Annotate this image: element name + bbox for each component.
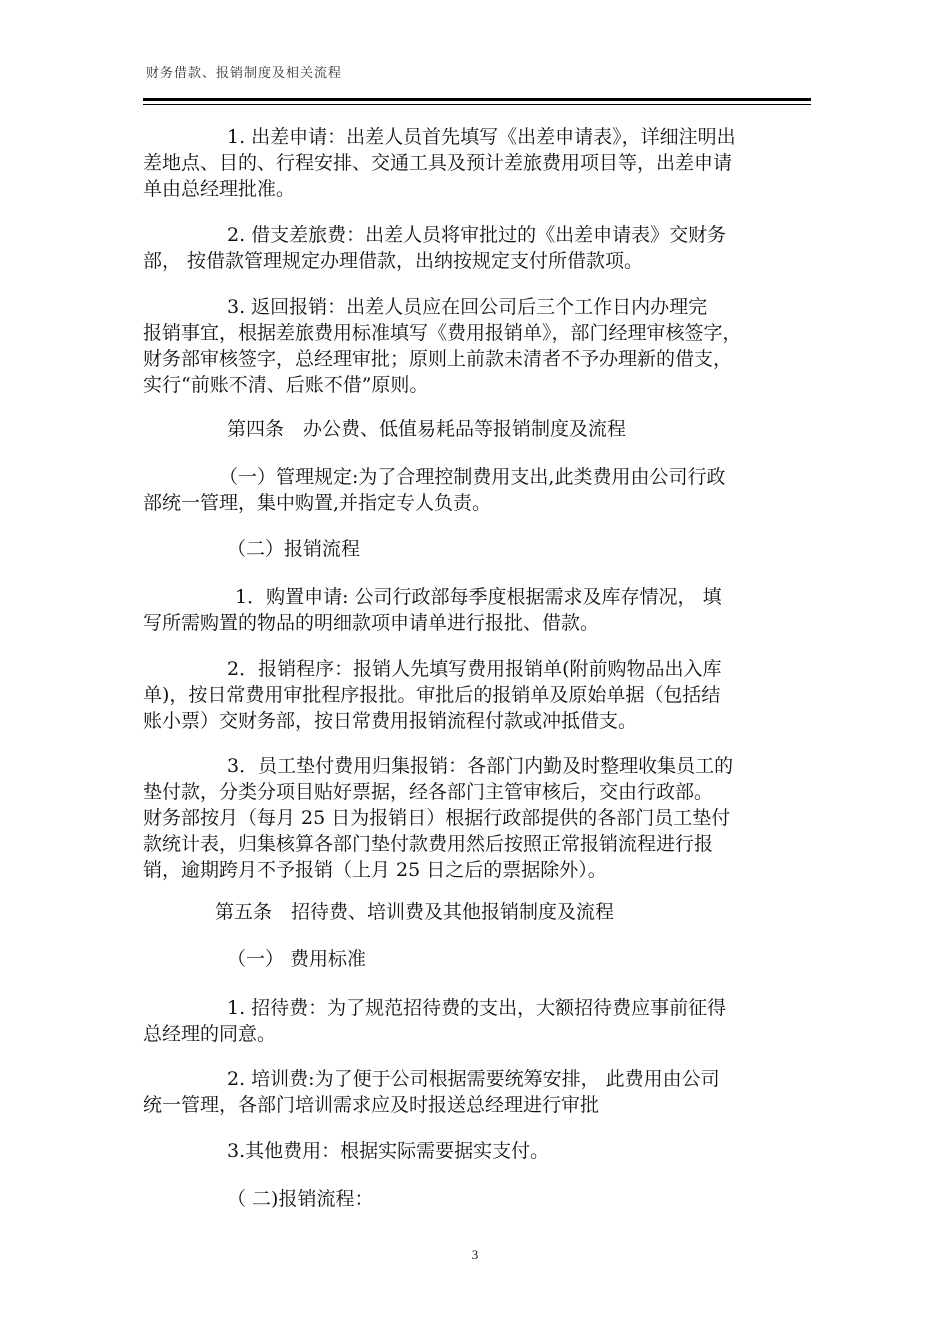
paragraph-line: （一）管理规定:为了合理控制费用支出,此类费用由公司行政: [219, 466, 726, 488]
paragraph-line: 报销事宜，根据差旅费用标准填写《费用报销单》，部门经理审核签字，: [143, 322, 742, 344]
paragraph-line: 垫付款，分类分项目贴好票据，经各部门主管审核后，交由行政部。: [143, 781, 714, 803]
paragraph-line: 账小票）交财务部，按日常费用报销流程付款或冲抵借支。: [143, 710, 638, 732]
paragraph: [143, 995, 811, 1047]
paragraph: [143, 222, 811, 274]
paragraph: [143, 1138, 811, 1164]
paragraph-line: 1. 招待费：为了规范招待费的支出，大额招待费应事前征得: [227, 997, 727, 1019]
paragraph-line: 1．购置申请: 公司行政部每季度根据需求及库存情况， 填: [235, 586, 722, 608]
paragraph-line: 实行“前账不清、后账不借”原则。: [143, 374, 429, 396]
paragraph-line: 3．员工垫付费用归集报销：各部门内勤及时整理收集员工的: [227, 755, 734, 777]
paragraph-line: 部， 按借款管理规定办理借款，出纳按规定支付所借款项。: [143, 250, 644, 272]
paragraph-line: 1. 出差申请：出差人员首先填写《出差申请表》，详细注明出: [227, 126, 736, 148]
paragraph-line: 3. 返回报销：出差人员应在回公司后三个工作日内办理完: [227, 296, 708, 318]
paragraph-line: 款统计表，归集核算各部门垫付款费用然后按照正常报销流程进行报: [143, 833, 714, 855]
paragraph-line: 财务部按月（每月 25 日为报销日）根据行政部提供的各部门员工垫付: [143, 807, 731, 829]
paragraph: [143, 124, 811, 202]
paragraph-line: 统一管理，各部门培训需求应及时报送总经理进行审批: [143, 1094, 600, 1116]
paragraph-line: 总经理的同意。: [143, 1023, 277, 1045]
paragraph-line: 2. 培训费:为了便于公司根据需要统筹安排， 此费用由公司: [227, 1068, 720, 1090]
paragraph-line: 3.其他费用：根据实际需要据实支付。: [227, 1140, 550, 1162]
paragraph: [143, 946, 811, 972]
paragraph-line: 差地点、目的、行程安排、交通工具及预计差旅费用项目等，出差申请: [143, 152, 733, 174]
paragraph-line: 第四条 办公费、低值易耗品等报销制度及流程: [227, 418, 627, 440]
paragraph-line: 单)，按日常费用审批程序报批。审批后的报销单及原始单据（包括结: [143, 684, 721, 706]
paragraph-line: 部统一管理，集中购置,并指定专人负责。: [143, 492, 492, 514]
paragraph-line: （ 二)报销流程：: [227, 1188, 374, 1210]
paragraph: [143, 753, 811, 883]
paragraph-line: 2. 借支差旅费：出差人员将审批过的《出差申请表》交财务: [227, 224, 727, 246]
paragraph: [143, 656, 811, 734]
header-rule-thick: [143, 98, 811, 101]
paragraph-line: 销，逾期跨月不予报销（上月 25 日之后的票据除外）。: [143, 859, 607, 881]
paragraph-line: 单由总经理批准。: [143, 178, 296, 200]
paragraph: [143, 464, 811, 516]
paragraph-line: 第五条 招待费、培训费及其他报销制度及流程: [215, 901, 615, 923]
paragraph: [143, 294, 811, 398]
running-header: 财务借款、报销制度及相关流程: [146, 66, 343, 81]
paragraph-line: 财务部审核签字，总经理审批；原则上前款未清者不予办理新的借支，: [143, 348, 733, 370]
paragraph: [143, 584, 811, 636]
paragraph-line: 写所需购置的物品的明细款项申请单进行报批、借款。: [143, 612, 600, 634]
paragraph-line: （一） 费用标准: [227, 948, 367, 970]
page-number: 3: [471, 1247, 479, 1262]
paragraph: [143, 536, 811, 562]
paragraph-line: （二）报销流程: [227, 538, 361, 560]
paragraph: [143, 1186, 811, 1212]
paragraph-line: 2．报销程序：报销人先填写费用报销单(附前购物品出入库: [227, 658, 722, 680]
paragraph: [143, 416, 811, 442]
paragraph: [143, 899, 811, 925]
header-rule-thin: [143, 104, 811, 105]
paragraph: [143, 1066, 811, 1118]
